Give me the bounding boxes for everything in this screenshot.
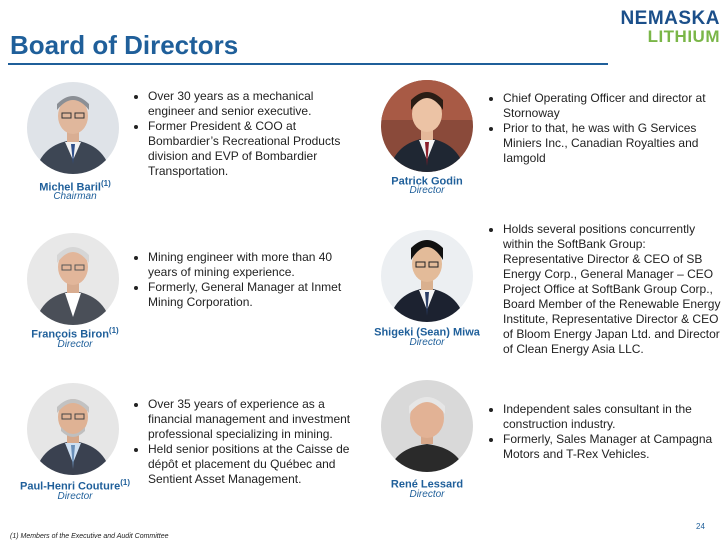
director-role: Chairman xyxy=(53,191,97,202)
director-name: François Biron$^{(1)}$ xyxy=(31,326,119,341)
bio-bullet: • Formerly, General Manager at Inmet Mining Corporation. xyxy=(148,280,353,310)
bio-bullet: • Independent sales consultant in the construction industry. xyxy=(503,402,725,432)
director-role: Director xyxy=(409,489,445,500)
director-role: Director xyxy=(57,491,93,502)
bio-bullet: • Mining engineer with more than 40 years of mining experience. xyxy=(148,250,353,280)
bio-bullet: • Chief Operating Officer and director at Stornoway xyxy=(503,91,723,121)
director-photo xyxy=(381,230,473,322)
director-bio xyxy=(487,402,725,462)
bio-bullet: • Over 30 years as a mechanical engineer and senior executive. xyxy=(148,89,353,119)
director-photo xyxy=(27,82,119,174)
footnote: (1) Members of the Executive and Audit Committee xyxy=(10,533,169,540)
director-photo xyxy=(27,383,119,475)
director-name: René Lessard xyxy=(390,478,464,491)
page-title: Board of Directors xyxy=(10,30,239,60)
director-bio xyxy=(487,91,723,166)
bio-bullet: • Former President & COO at Bombardier’s Recreational Products division and EVP of Bombardier Transportation. xyxy=(148,119,353,179)
director-role: Director xyxy=(409,185,445,196)
bio-bullet: • Prior to that, he was with G Services Miniers Inc., Canadian Royalties and Iamgold xyxy=(503,121,723,166)
bio-bullet: • Over 35 years of experience as a financial management and investment professional specializing in mining. xyxy=(148,397,358,442)
director-name: Paul-Henri Couture$^{(1)}$ xyxy=(19,478,130,493)
director-bio xyxy=(132,89,353,179)
bio-bullet: • Holds several positions concurrently within the SoftBank Group: Representative Director & CEO of SB Energy Corp., General Manager – CEO Project Office at SoftBank Group Corp., Board Member of the Renewable Energy Institute, Representative Director & CEO of Bloom Energy Japan Ltd. and Director of Clean Energy Asia LLC. xyxy=(503,222,725,357)
director-photo xyxy=(381,380,473,472)
director-name: Patrick Godin xyxy=(391,175,463,188)
page-number: 24 xyxy=(696,522,705,531)
director-name: Michel Baril$^{(1)}$ xyxy=(39,179,111,194)
title-divider xyxy=(8,63,608,65)
company-logo xyxy=(614,8,720,44)
director-bio xyxy=(132,250,353,310)
bio-bullet: • Formerly, Sales Manager at Campagna Motors and T-Rex Vehicles. xyxy=(503,432,725,462)
director-photo xyxy=(27,233,119,325)
director-bio xyxy=(132,397,358,487)
director-bio xyxy=(487,222,725,357)
director-role: Director xyxy=(409,337,445,348)
bio-bullet: • Held senior positions at the Caisse de dépôt et placement du Québec and Sentient Asset Management. xyxy=(148,442,358,487)
director-role: Director xyxy=(57,339,93,350)
logo-line-1: NEMASKA xyxy=(620,8,720,29)
logo-line-2: LITHIUM xyxy=(647,27,720,46)
director-photo xyxy=(381,80,473,172)
director-name: Shigeki (Sean) Miwa xyxy=(374,326,480,339)
